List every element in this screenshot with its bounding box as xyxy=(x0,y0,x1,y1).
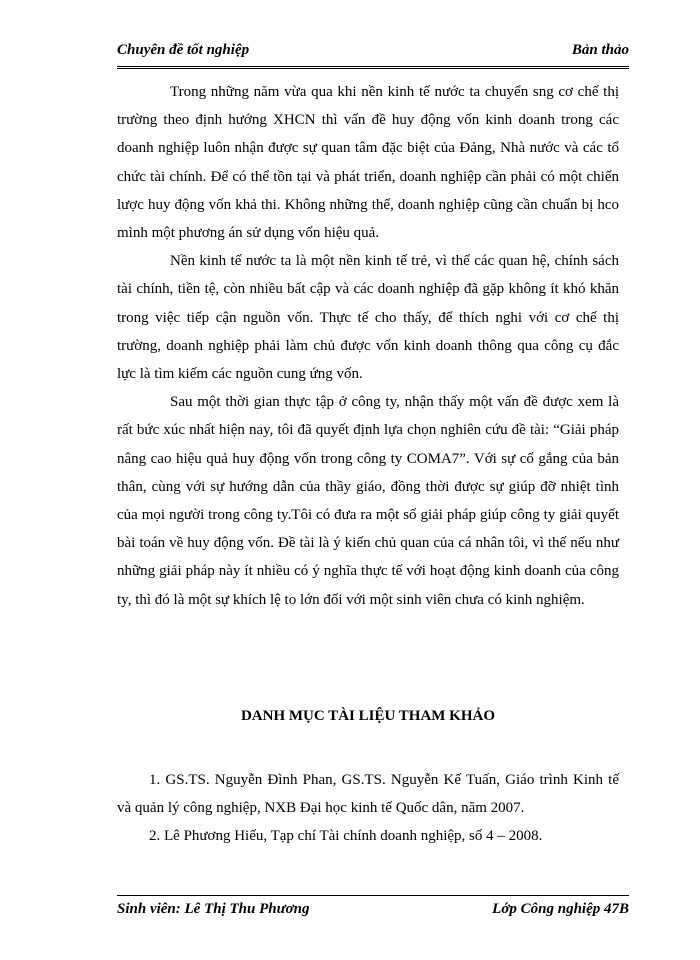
reference-item: 2. Lê Phương Hiếu, Tạp chí Tài chính doanh nghiệp, số 4 – 2008. xyxy=(149,828,543,845)
reference-item: 1. GS.TS. Nguyễn Đình Phan, GS.TS. Nguyễn Kế Tuấn, Giáo trình Kinh tế và quản lý công nghiệp, NXB Đại học kinh tế Quốc dân, năm 2007. xyxy=(117,772,619,817)
paragraph-topic: Sau một thời gian thực tập ở công ty, nhận thấy một vấn đề được xem là rất bức xúc nhất hiện nay, tôi đã quyết định lựa chọn nghiên cứu đề tài: “Giải pháp nâng cao hiệu quả huy động vốn trong công ty COMA7”. Với sự cố gắng của bản thân, cùng với sự hướng dẫn của thầy giáo, đồng thời được sự giúp đỡ nhiệt tình của mọi người trong công ty.Tôi có đưa ra một số giải pháp giúp công ty giải quyết bài toán về huy động vốn. Đề tài là ý kiến chủ quan của cá nhân tôi, vì thế nếu như những giải pháp này ít nhiều có ý nghĩa thực tế với hoạt động kinh doanh của công ty, thì đó là một sự khích lệ to lớn đối với một sinh viên chưa có kinh nghiệm. xyxy=(117,394,619,608)
paragraph-economy: Nền kinh tế nước ta là một nền kinh tế trẻ, vì thế các quan hệ, chính sách tài chính, tiền tệ, còn nhiều bất cập và các doanh nghiệp đã gặp không ít khó khăn trong việc tiếp cận nguồn vốn. Thực tế cho thấy, để thích nghi với cơ chế thị trường, doanh nghiệp phải làm chủ được vốn kinh doanh thông qua công cụ đắc lực là tìm kiếm các nguồn cung ứng vốn. xyxy=(117,253,619,383)
body-text xyxy=(117,78,619,614)
footer-student-name: Sinh viên: Lê Thị Thu Phương xyxy=(117,901,310,917)
footer-class-name: Lớp Công nghiệp 47B xyxy=(492,901,629,917)
page-header xyxy=(117,40,629,69)
references-heading: DANH MỤC TÀI LIỆU THAM KHẢO xyxy=(240,708,496,724)
references-list xyxy=(117,766,619,851)
paragraph-intro: Trong những năm vừa qua khi nền kinh tế nước ta chuyển sng cơ chế thị trường theo định hướng XHCN thì vấn đề huy động vốn kinh doanh trong các doanh nghiệp luôn nhận được sự quan tâm đặc biệt của Đảng, Nhà nước và các tổ chức tài chính. Để có thể tồn tại và phát triển, doanh nghiệp cần phải có một chiến lược huy động vốn khả thi. Không những thế, doanh nghiệp cũng cần chuẩn bị hco mình một phương án sử dụng vốn hiệu quả. xyxy=(117,84,619,242)
header-draft-label: Bản thảo xyxy=(571,42,629,58)
page-footer xyxy=(117,895,629,918)
header-document-type: Chuyên đề tốt nghiệp xyxy=(117,42,250,58)
